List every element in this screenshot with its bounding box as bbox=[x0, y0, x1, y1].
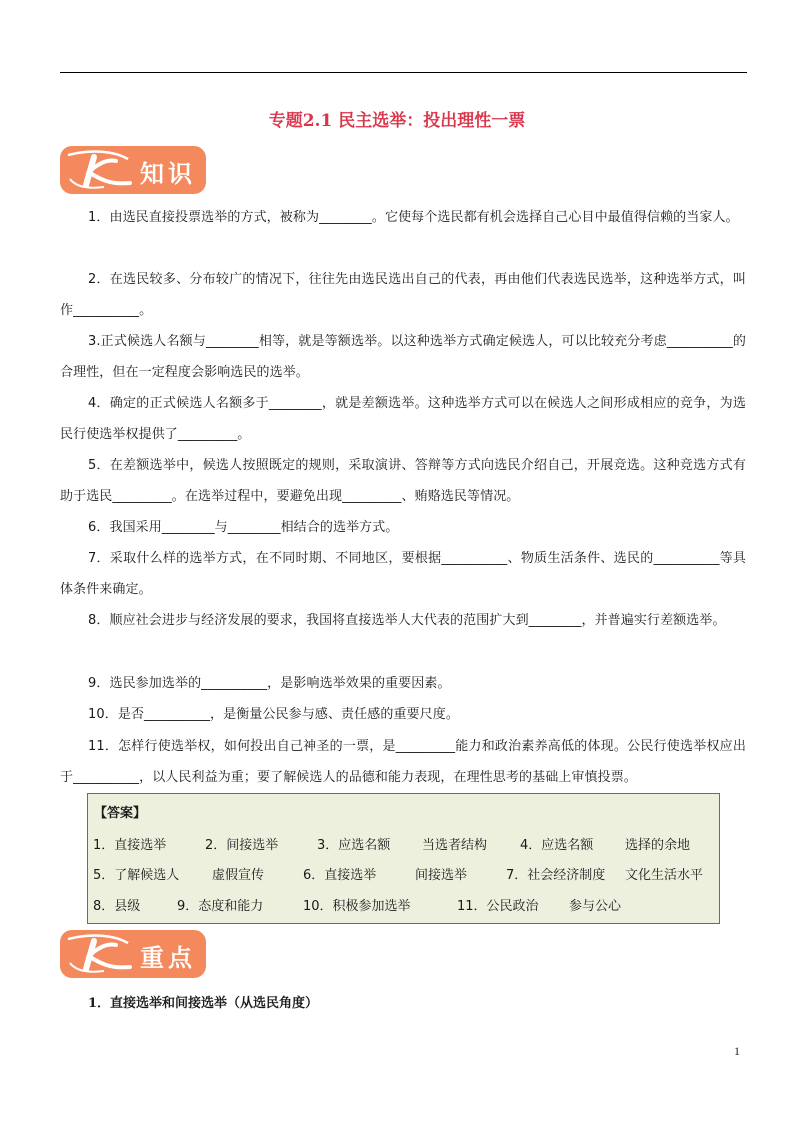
answer-item: 选择的余地 bbox=[625, 838, 691, 853]
page-number: 1 bbox=[734, 1044, 740, 1058]
knowledge-badge-label: 知识 bbox=[140, 160, 196, 188]
answer-box bbox=[87, 793, 720, 924]
knowledge-section-badge bbox=[60, 146, 206, 194]
k-logo-icon bbox=[64, 149, 136, 191]
question-7: 7．采取什么样的选举方式，在不同时期、不同地区，要根据__________、物质生活条件、选民的__________等具体条件来确定。 bbox=[60, 551, 746, 597]
question-9: 9．选民参加选举的__________，是影响选举效果的重要因素。 bbox=[88, 676, 451, 691]
answer-item: 10．积极参加选举 bbox=[303, 899, 411, 914]
focus-badge-label: 重点 bbox=[140, 944, 196, 972]
answer-item: 当选者结构 bbox=[422, 838, 488, 853]
answer-item: 9．态度和能力 bbox=[177, 899, 264, 914]
document-title: 专题2.1 民主选举：投出理性一票 bbox=[268, 111, 526, 131]
answer-item: 文化生活水平 bbox=[625, 868, 704, 883]
question-6: 6．我国采用________与________相结合的选举方式。 bbox=[88, 520, 399, 535]
answer-item: 1．直接选举 bbox=[93, 838, 167, 853]
answer-item: 4．应选名额 bbox=[520, 838, 594, 853]
answer-item: 5．了解候选人 bbox=[93, 868, 180, 883]
focus-section-badge bbox=[60, 930, 206, 978]
answer-item: 6．直接选举 bbox=[303, 868, 377, 883]
answer-item: 11．公民政治 bbox=[457, 899, 539, 914]
answer-item: 虚假宣传 bbox=[212, 868, 265, 883]
answer-title: 【答案】 bbox=[94, 806, 147, 821]
answer-item: 2．间接选举 bbox=[205, 838, 279, 853]
question-1: 1．由选民直接投票选举的方式，被称为________。它使每个选民都有机会选择自己心目中最值得信赖的当家人。 bbox=[88, 210, 739, 225]
question-8: 8．顺应社会进步与经济发展的要求，我国将直接选举人大代表的范围扩大到________，并普遍实行差额选举。 bbox=[88, 613, 726, 628]
question-10: 10．是否__________，是衡量公民参与感、责任感的重要尺度。 bbox=[88, 707, 459, 722]
answer-item: 8．县级 bbox=[93, 899, 141, 914]
question-4: 4．确定的正式候选人名额多于________，就是差额选举。这种选举方式可以在候选人之间形成相应的竞争，为选民行使选举权提供了_________。 bbox=[60, 396, 746, 442]
question-3: 3.正式候选人名额与________相等，就是等额选举。以这种选举方式确定候选人，可以比较充分考虑__________的合理性，但在一定程度会影响选民的选举。 bbox=[60, 334, 746, 380]
answer-item: 3．应选名额 bbox=[317, 838, 391, 853]
question-11: 11．怎样行使选举权，如何投出自己神圣的一票，是_________能力和政治素养高低的体现。公民行使选举权应出于__________，以人民利益为重；要了解候选人的品德和能力表现，在理性思考的基础上审慎投票。 bbox=[60, 739, 746, 785]
answer-item: 间接选举 bbox=[415, 868, 468, 883]
question-5: 5．在差额选举中，候选人按照既定的规则，采取演讲、答辩等方式向选民介绍自己，开展竞选。这种竞选方式有助于选民_________。在选举过程中，要避免出现_________、贿赂选民等情况。 bbox=[60, 458, 746, 504]
question-2: 2．在选民较多、分布较广的情况下，往往先由选民选出自己的代表，再由他们代表选民选举，这种选举方式，叫作__________。 bbox=[60, 272, 746, 318]
k-logo-icon bbox=[64, 933, 136, 975]
answer-item: 7．社会经济制度 bbox=[506, 868, 606, 883]
header-rule bbox=[60, 72, 747, 73]
focus-subheading: 1．直接选举和间接选举（从选民角度） bbox=[88, 996, 319, 1011]
answer-item: 参与公心 bbox=[569, 899, 622, 914]
